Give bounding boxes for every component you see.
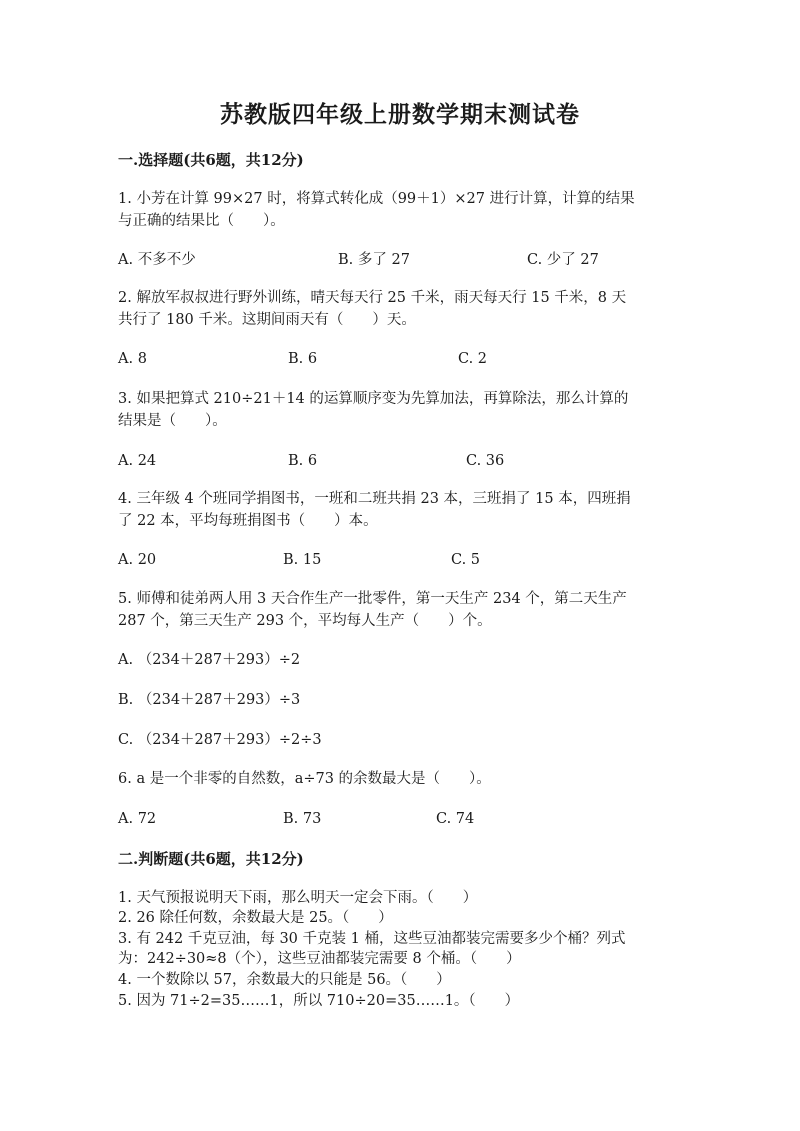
question-4-line-2: 了 22 本，平均每班捐图书（ ）本。 bbox=[118, 513, 378, 529]
question-2-line-1: 2. 解放军叔叔进行野外训练，晴天每天行 25 千米，雨天每天行 15 千米，8 天 bbox=[118, 290, 627, 306]
question-3-line-2: 结果是（ ）。 bbox=[118, 413, 227, 429]
question-2-option-c: C. 2 bbox=[458, 351, 488, 367]
question-3-option-a: A. 24 bbox=[118, 453, 157, 469]
question-3-option-b: B. 6 bbox=[288, 453, 318, 469]
section-heading-choice: 一.选择题(共6题，共12分) bbox=[118, 151, 304, 169]
question-4-option-c: C. 5 bbox=[451, 552, 481, 568]
judgement-line-1: 1. 天气预报说明天下雨，那么明天一定会下雨。（ ） bbox=[118, 890, 478, 906]
question-1-option-c: C. 少了 27 bbox=[527, 252, 599, 268]
question-3-line-1: 3. 如果把算式 210÷21＋14 的运算顺序变为先算加法，再算除法，那么计算的 bbox=[118, 391, 629, 407]
judgement-line-4: 为：242÷30≈8（个），这些豆油都装完需要 8 个桶。（ ） bbox=[118, 951, 521, 967]
question-5-option-b: B. （234＋287＋293）÷3 bbox=[118, 692, 301, 708]
question-1-line-1: 1. 小芳在计算 99×27 时，将算式转化成（99＋1）×27 进行计算，计算的结果 bbox=[118, 191, 635, 207]
page-title: 苏教版四年级上册数学期末测试卷 bbox=[220, 101, 580, 128]
question-1-line-2: 与正确的结果比（ ）。 bbox=[118, 213, 285, 229]
question-4-option-a: A. 20 bbox=[118, 552, 157, 568]
judgement-line-5: 4. 一个数除以 57，余数最大的只能是 56。（ ） bbox=[118, 972, 451, 988]
question-6-option-a: A. 72 bbox=[118, 811, 157, 827]
question-4-line-1: 4. 三年级 4 个班同学捐图书，一班和二班共捐 23 本，三班捐了 15 本，四班捐 bbox=[118, 491, 631, 507]
question-4-option-b: B. 15 bbox=[283, 552, 322, 568]
judgement-line-3: 3. 有 242 千克豆油，每 30 千克装 1 桶，这些豆油都装完需要多少个桶？列式 bbox=[118, 931, 626, 947]
question-5-line-1: 5. 师傅和徒弟两人用 3 天合作生产一批零件，第一天生产 234 个，第二天生产 bbox=[118, 591, 627, 607]
question-2-option-a: A. 8 bbox=[118, 351, 147, 367]
question-1-option-a: A. 不多不少 bbox=[118, 252, 196, 268]
question-5-option-c: C. （234＋287＋293）÷2÷3 bbox=[118, 732, 322, 748]
question-2-option-b: B. 6 bbox=[288, 351, 318, 367]
judgement-line-2: 2. 26 除任何数，余数最大是 25。（ ） bbox=[118, 910, 393, 926]
question-6-option-b: B. 73 bbox=[283, 811, 322, 827]
question-5-option-a: A. （234＋287＋293）÷2 bbox=[118, 652, 301, 668]
question-5-line-2: 287 个，第三天生产 293 个，平均每人生产（ ）个。 bbox=[118, 613, 492, 629]
section-heading-judgement: 二.判断题(共6题，共12分) bbox=[118, 850, 304, 868]
question-3-option-c: C. 36 bbox=[466, 453, 505, 469]
question-2-line-2: 共行了 180 千米。这期间雨天有（ ）天。 bbox=[118, 312, 416, 328]
question-6-option-c: C. 74 bbox=[436, 811, 475, 827]
question-1-option-b: B. 多了 27 bbox=[338, 252, 410, 268]
question-6-line-1: 6. a 是一个非零的自然数，a÷73 的余数最大是（ ）。 bbox=[118, 771, 491, 787]
judgement-line-6: 5. 因为 71÷2=35……1，所以 710÷20=35……1。（ ） bbox=[118, 993, 520, 1009]
